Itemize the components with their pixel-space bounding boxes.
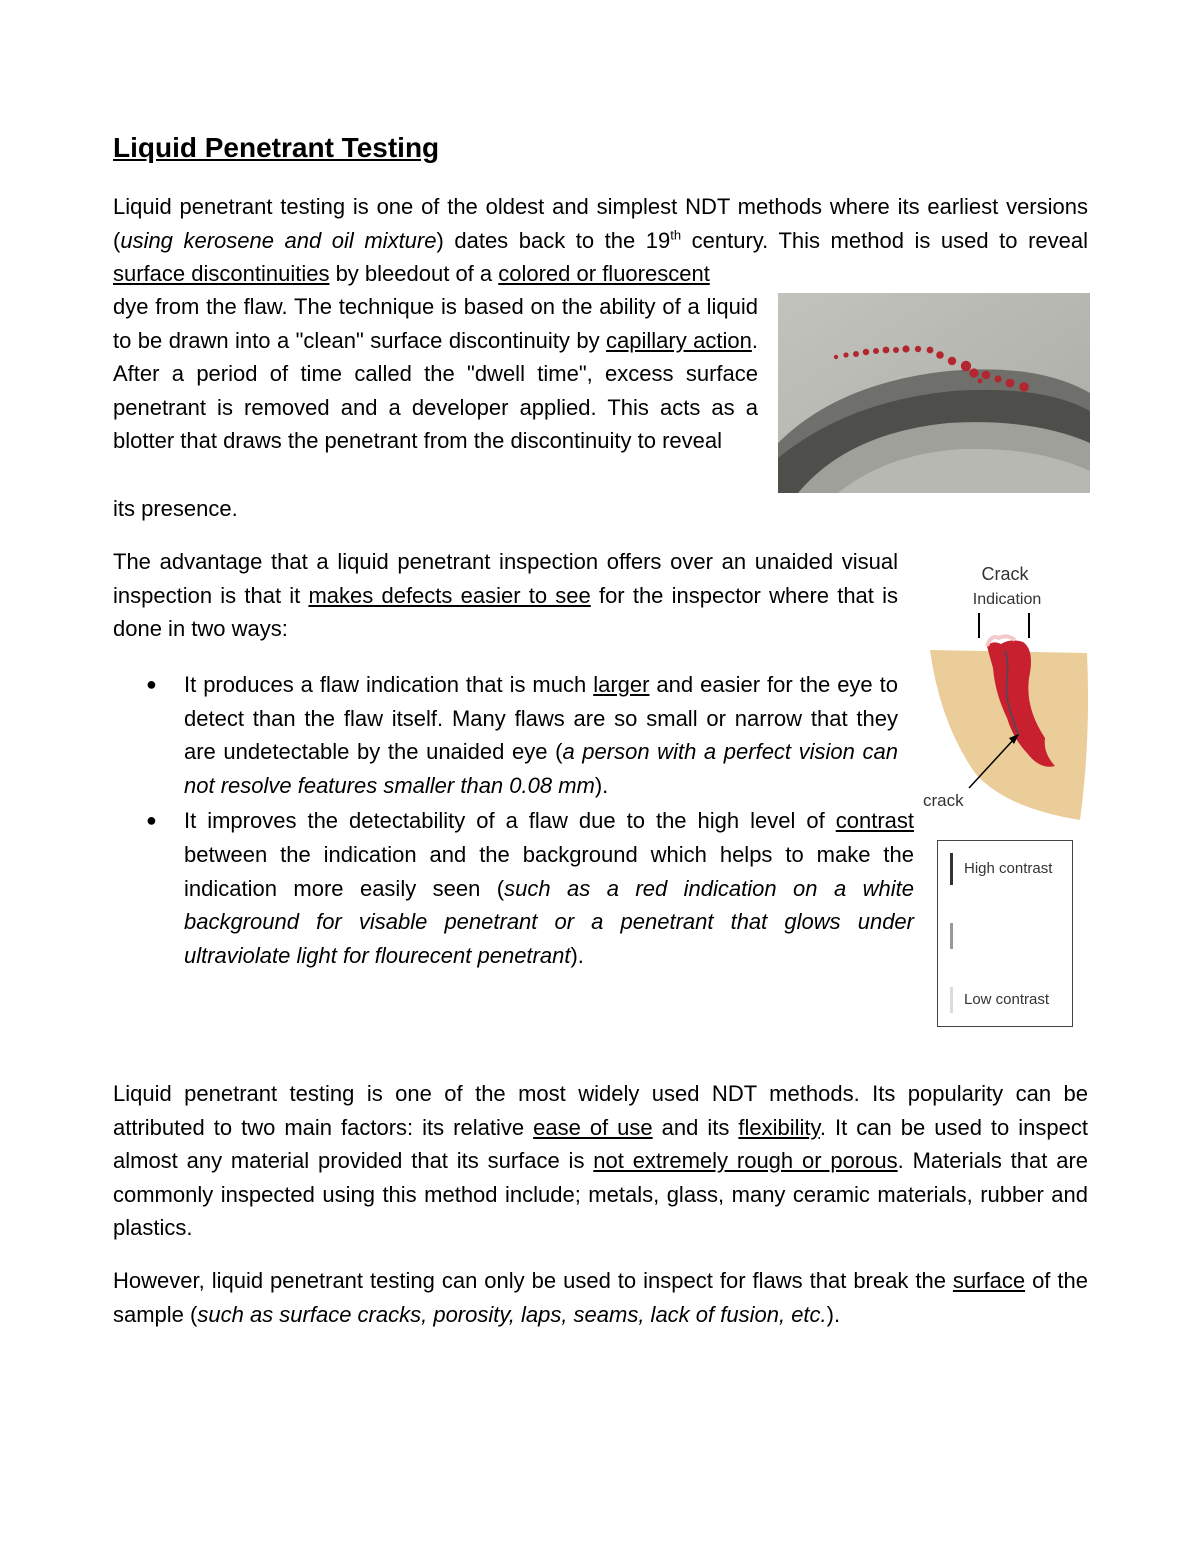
high-contrast-label: High contrast	[964, 860, 1053, 877]
penetrant-photo-svg	[778, 293, 1090, 493]
limits-text-1: However, liquid penetrant testing can only be used to inspect for flaws that break the	[113, 1268, 953, 1293]
popularity-text-1: Liquid penetrant testing is one of the most widely used NDT methods. Its popularity can be attributed to two main factors: its relative	[113, 1081, 1088, 1140]
limits-italic: such as surface cracks, porosity, laps, seams, lack of fusion, etc.	[197, 1301, 827, 1327]
intro-text-3: century. This method is used to reveal	[681, 227, 1089, 253]
popularity-paragraph	[113, 1077, 1088, 1245]
popularity-underline-1: ease of use	[533, 1114, 653, 1140]
bullet2-underline: contrast	[835, 808, 914, 834]
bullet1-text-3: ).	[594, 772, 609, 798]
medium-contrast-bar	[950, 923, 953, 949]
intro-text-6: . After a period of time called the "dwell time", excess surface penetrant is removed and a developer applied. This acts as a blotter that draws the penetrant from the discontinuity to reveal	[113, 327, 758, 454]
bullet-item-contrast	[140, 804, 914, 972]
intro-text-2: ) dates back to the 19	[436, 227, 671, 253]
high-contrast-bar	[950, 853, 953, 885]
intro-text-1: Liquid penetrant testing is one of the oldest and simplest NDT methods where its earliest versions (	[113, 194, 1088, 253]
contrast-comparison-box	[937, 840, 1073, 1027]
intro-sup: th	[670, 227, 682, 243]
advantage-bullet-list	[140, 668, 914, 972]
penetrant-indication-photo	[778, 293, 1090, 493]
limits-text-3: ).	[826, 1301, 841, 1327]
bullet-item-larger-indication	[140, 668, 898, 802]
intro-paragraph-tail	[113, 492, 758, 526]
popularity-underline-2: flexibility	[738, 1114, 820, 1140]
intro-underline-1: surface discontinuities	[113, 261, 330, 287]
intro-text-7: its presence.	[113, 496, 238, 521]
limitations-paragraph	[113, 1264, 1088, 1331]
page-title: Liquid Penetrant Testing	[113, 132, 440, 163]
intro-underline-3: capillary action	[606, 327, 752, 353]
bullet1-underline: larger	[593, 672, 650, 697]
bullet-dot-icon: ●	[146, 810, 157, 831]
bullet1-text-1: It produces a flaw indication that is much	[184, 672, 594, 697]
bullet1-italic: a person with a perfect vision can not resolve features smaller than 0.08 mm	[184, 739, 898, 798]
intro-italic: using kerosene and oil mixture	[120, 227, 437, 253]
advantage-paragraph	[113, 545, 898, 646]
intro-underline-2: colored or fluorescent	[498, 261, 710, 287]
crack-label-top-1: Crack	[981, 564, 1029, 584]
bullet2-text-1: It improves the detectability of a flaw due to the high level of	[184, 808, 836, 834]
advantage-text-1: The advantage that a liquid penetrant inspection offers over an unaided visual inspection is that it	[113, 549, 898, 608]
popularity-text-3: . It can be used to inspect almost any material provided that its surface is	[113, 1114, 1088, 1174]
low-contrast-label: Low contrast	[964, 991, 1050, 1008]
bullet-dot-icon: ●	[146, 674, 157, 694]
crack-indication-diagram	[915, 558, 1095, 823]
intro-paragraph	[113, 190, 1088, 291]
bullet1-text-2: and easier for the eye to detect than the flaw itself. Many flaws are so small or narrow that they are undetectable by the unaided eye (	[184, 672, 898, 765]
low-contrast-bar	[950, 987, 953, 1013]
bullet2-text-2: between the indication and the background which helps to make the indication more easily seen (	[184, 841, 914, 901]
crack-label-top-2: Indication	[972, 591, 1042, 608]
intro-paragraph-continued	[113, 290, 758, 458]
bullet2-text-3: ).	[570, 942, 584, 968]
popularity-text-4: . Materials that are commonly inspected using this method include; metals, glass, many ceramic materials, rubber and plastics.	[113, 1148, 1088, 1241]
advantage-underline: makes defects easier to see	[308, 582, 591, 608]
intro-text-4: by bleedout of a	[329, 261, 499, 287]
popularity-underline-3: not extremely rough or porous	[593, 1148, 898, 1174]
limits-underline: surface	[952, 1268, 1026, 1293]
popularity-text-2: and its	[652, 1114, 739, 1140]
advantage-text-2: for the inspector where that is done in two ways:	[113, 582, 898, 642]
limits-text-2: of the sample (	[113, 1268, 1088, 1327]
intro-text-5: dye from the flaw. The technique is based on the ability of a liquid to be drawn into a "clean" surface discontinuity by	[113, 294, 758, 353]
bullet2-italic: such as a red indication on a white background for visable penetrant or a penetrant that glows under ultraviolate light for flourecent penetrant	[184, 875, 914, 968]
crack-diagram-svg	[915, 558, 1095, 823]
crack-label-bottom: crack	[923, 791, 964, 810]
